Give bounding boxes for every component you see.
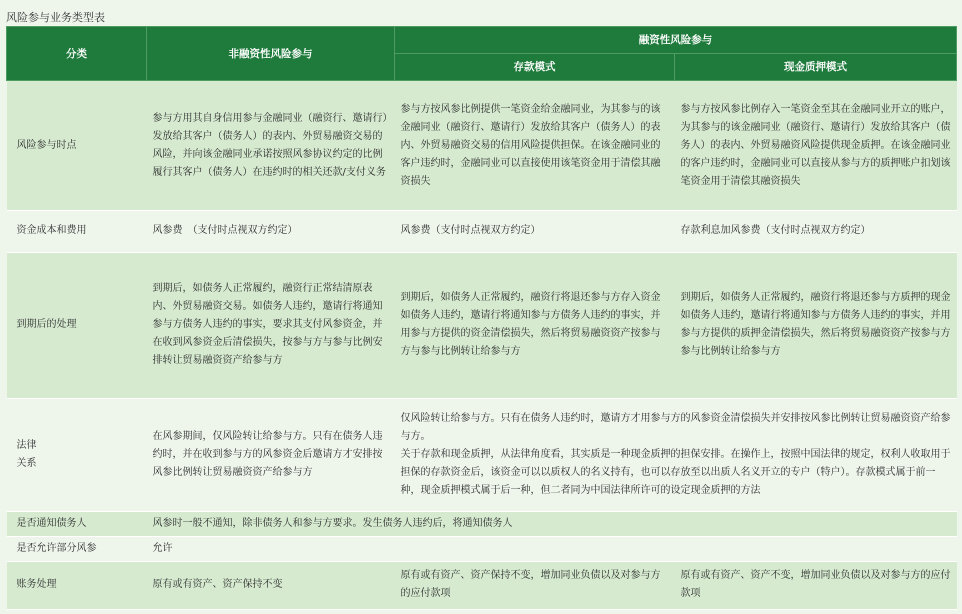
- table-row: [7, 81, 957, 211]
- row-label: 账务处理: [7, 561, 147, 609]
- row-label: [7, 398, 147, 511]
- row-label: 到期后的处理: [7, 252, 147, 398]
- row-label: 是否允许部分风参: [7, 536, 147, 561]
- table-row: [7, 511, 957, 536]
- cell-non-funded: 风参费 （支付时点视双方约定）: [147, 210, 395, 252]
- row-label: 是否通知债务人: [7, 511, 147, 536]
- cell-cash-pledge: [675, 252, 957, 398]
- cell-non-funded: 到期后，如债务人正常履约，融资行正常结清原表内、外贸易融资交易。如债务人违约，邀请行将通知参与方债务人违约的事实，要求其支付风参资金，并在收到风参资金后清偿损失，按参与方与参与比例安排转让贸易融资资产给参与方: [147, 252, 395, 398]
- table-row: [7, 398, 957, 511]
- deposit-normal-text: 到期后，如债务人正常履约，融资行将退还参与方存入资金: [400, 292, 661, 304]
- cell-funded: [395, 398, 957, 511]
- header-funded: 融资性风险参与: [395, 27, 957, 54]
- funded-pledge-text: 关于存款和现金质押，从法律角度看，其实质是一种现金质押的担保安排。在操作上，按照中国法律的规定，权利人收取用于担保的存款资金后，该资金可以以质权人的名义持有，也可以存放至以出质人名义开立的专户（特户）。存款模式属于前一种，现金质押模式属于后一种，但二者同为中国法律所许可的设定现金质押的方法: [400, 448, 951, 496]
- cash-pledge-default-text: 如债务人违约，邀请行将通知参与方债务人违约的事实，并用参与方提供的质押金清偿损失，然后将贸易融资资产按参与方参与比例转让给参与方: [680, 310, 951, 358]
- header-category: 分类: [7, 27, 147, 81]
- cell-non-funded: 原有或有资产、资产保持不变: [147, 561, 395, 609]
- row-label-line: 关系: [16, 457, 37, 469]
- table-row: [7, 210, 957, 252]
- risk-participation-table: [6, 26, 957, 610]
- row-label: 风险参与时点: [7, 81, 147, 211]
- cell-non-funded: 参与方用其自身信用参与金融同业（融资行、邀请行）发放给其客户（债务人）的表内、外贸易融资交易的风险，并向该金融同业承诺按照风参协议约定的比例履行其客户（债务人）在违约时的相关还款/支付义务: [147, 81, 395, 211]
- row-label-line: 法律: [16, 439, 37, 451]
- cash-pledge-normal-text: 到期后，如债务人正常履约，融资行将退还参与方质押的现金: [680, 292, 951, 304]
- cell-deposit: [395, 252, 675, 398]
- header-cash-pledge-mode: 现金质押模式: [675, 54, 957, 81]
- deposit-default-text: 如债务人违约，邀请行将通知参与方债务人违约的事实，并用参与方提供的资金清偿损失，然后将贸易融资资产按参与方与参与比例转让给参与方: [400, 310, 661, 358]
- funded-risk-text: 仅风险转让给参与方。只有在债务人违约时，邀请方才用参与方的风参资金清偿损失并安排按风参比例转让贸易融资资产给参与方。: [400, 412, 951, 442]
- cell-deposit: 原有或有资产、资产保持不变，增加同业负债以及对参与方的应付款项: [395, 561, 675, 609]
- header-non-funded: 非融资性风险参与: [147, 27, 395, 81]
- cell-deposit: 风参费（支付时点视双方约定）: [395, 210, 675, 252]
- table-row: [7, 561, 957, 609]
- cell-notify-value: 风参时一般不通知，除非债务人和参与方要求。发生债务人违约后，将通知债务人: [147, 511, 957, 536]
- cell-deposit: 参与方按风参比例提供一笔资金给金融同业，为其参与的该金融同业（融资行、邀请行）发放给其客户（债务人）的表内、外贸易融资交易的信用风险提供担保。在该金融同业的客户违约时，金融同业可以直接使用该笔资金用于清偿其融资损失: [395, 81, 675, 211]
- row-label: 资金成本和费用: [7, 210, 147, 252]
- cell-cash-pledge: 存款利息加风参费（支付时点视双方约定）: [675, 210, 957, 252]
- header-deposit-mode: 存款模式: [395, 54, 675, 81]
- cell-partial-value: 允许: [147, 536, 957, 561]
- table-caption: 风险参与业务类型表: [6, 11, 105, 24]
- table-row: [7, 536, 957, 561]
- cell-non-funded: 在风参期间，仅风险转让给参与方。只有在债务人违约时，并在收到参与方的风参资金后邀请方才安排按风参比例转让贸易融资资产给参与方: [147, 398, 395, 511]
- cell-cash-pledge: 参与方按风参比例存入一笔资金至其在金融同业开立的账户，为其参与的该金融同业（融资行、邀请行）发放给其客户（债务人）的表内、外贸易融资风险提供现金质押。在该金融同业的客户违约时，金融同业可以直接从参与方的质押账户扣划该笔资金用于清偿其融资损失: [675, 81, 957, 211]
- cell-cash-pledge: 原有或有资产、资产不变，增加同业负债以及对参与方的应付款项: [675, 561, 957, 609]
- table-row: [7, 252, 957, 398]
